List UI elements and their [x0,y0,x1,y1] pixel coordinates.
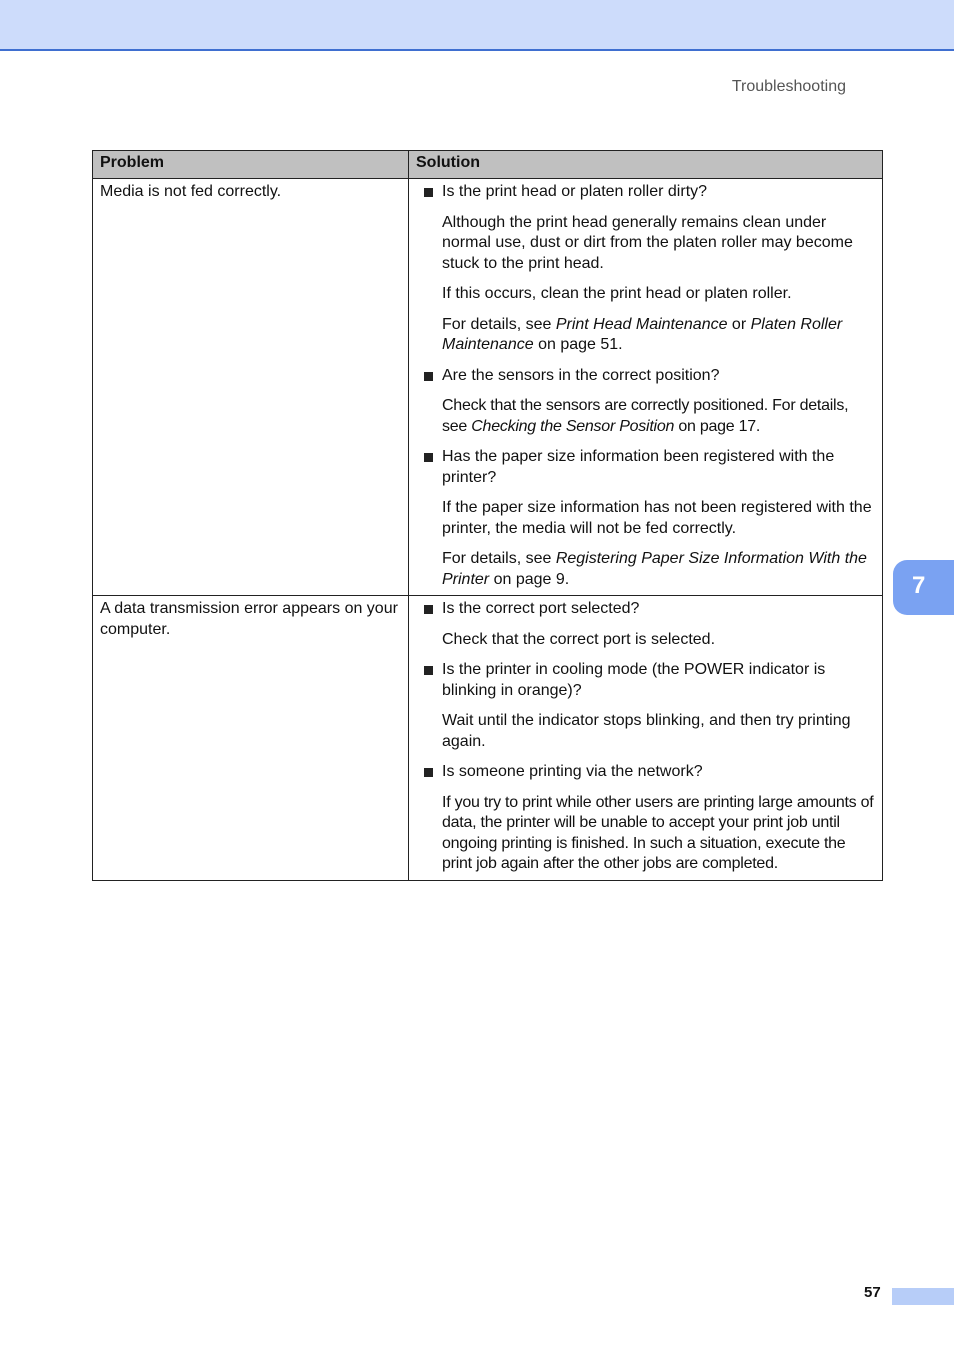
column-header-problem: Problem [93,151,409,179]
solution-question: Is the print head or platen roller dirty? [416,182,874,203]
solution-question: Is the printer in cooling mode (the POWER indicator is blinking in orange)? [416,660,874,701]
table-row [93,596,883,881]
solution-text: Wait until the indicator stops blinking, and then try printing again. [442,712,851,750]
header-band [0,0,954,51]
cross-reference: Registering Paper Size Information With the Printer [442,550,867,588]
solution-question: Is someone printing via the network? [416,762,874,783]
square-bullet-icon [424,188,433,197]
square-bullet-icon [424,605,433,614]
solution-text: Although the print head generally remains clean under normal use, dust or dirt from the platen roller may become stuck to the print head. [442,213,853,272]
page-number: 57 [864,1284,881,1301]
square-bullet-icon [424,372,433,381]
chapter-number: 7 [912,572,926,599]
solution-cell [409,179,883,596]
solution-question: Is the correct port selected? [416,599,874,620]
problem-cell: A data transmission error appears on your computer. [93,596,409,881]
solution-question: Has the paper size information been registered with the printer? [416,447,874,488]
solution-text: If this occurs, clean the print head or platen roller. [442,285,792,302]
solution-cell [409,596,883,881]
cross-reference: Platen Roller Maintenance [442,315,843,353]
chapter-tab [893,560,954,615]
table-header-row [93,151,883,179]
solution-text: If you try to print while other users are printing large amounts of data, the printer will be unable to accept your print job until ongoing printing is finished. In such a situation, execute the print job again after the other jobs are completed. [442,793,874,872]
square-bullet-icon [424,453,433,462]
column-header-solution: Solution [409,151,883,179]
cross-reference: Print Head Maintenance [555,315,728,333]
section-title: Troubleshooting [731,78,846,95]
table-row [93,179,883,596]
cross-reference: Checking the Sensor Position [471,417,675,435]
solution-text: Check that the correct port is selected. [442,630,716,648]
troubleshooting-table [92,150,883,881]
square-bullet-icon [424,768,433,777]
solution-text: Check that the sensors are correctly positioned. For details, see Checking the Sensor Position on page 17. [442,397,849,435]
page-number-tab [892,1288,954,1305]
solution-text: For details, see Print Head Maintenance or Platen Roller Maintenance on page 51. [442,315,843,353]
solution-text: For details, see Registering Paper Size Information With the Printer on page 9. [442,550,867,588]
problem-cell: Media is not fed correctly. [93,179,409,596]
solution-text: If the paper size information has not been registered with the printer, the media will not be fed correctly. [442,499,872,537]
solution-question: Are the sensors in the correct position? [416,366,874,387]
square-bullet-icon [424,666,433,675]
